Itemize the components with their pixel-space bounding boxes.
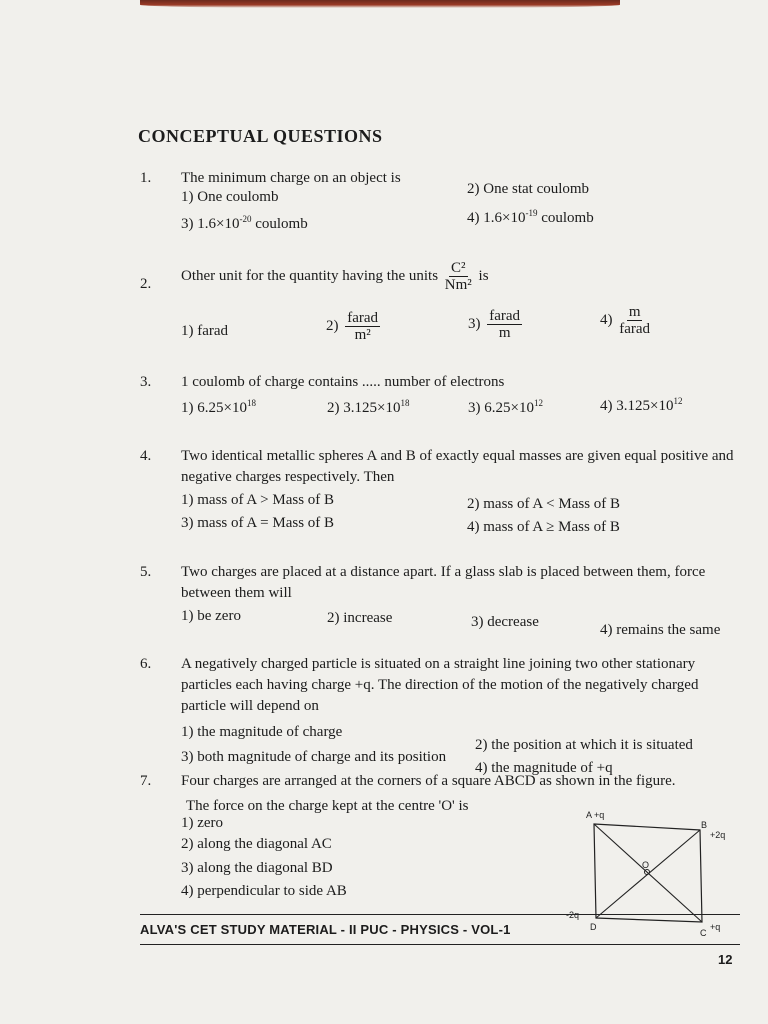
footer-divider (140, 944, 740, 945)
question-number: 2. (140, 276, 152, 292)
option: 2) One stat coulomb (467, 181, 590, 197)
option: 2) the position at which it is situated (475, 737, 693, 753)
question-number: 6. (140, 656, 152, 672)
question-text: Other unit for the quantity having the units $\frac{\text{C²}}{\text{Nm²}}$ is (181, 260, 489, 293)
question-text: Two identical metallic spheres A and B of exactly equal masses are given equal positive and negative charges respectively. Then (181, 448, 734, 485)
option: 4) $\frac{m}{\text{farad}}$ (600, 304, 651, 337)
diagonal-ac (594, 824, 702, 922)
label-o: O (642, 860, 650, 870)
question-number: 3. (140, 374, 152, 390)
question-text: Two charges are placed at a distance apart. If a glass slab is placed between them, force between them will (181, 564, 706, 601)
label-b: B (701, 820, 708, 830)
question-number: 1. (140, 170, 152, 186)
label-c-charge: +q (710, 922, 721, 932)
option: 4) $1.6\times 10^{-19}$ coulomb (467, 208, 594, 226)
question-number: 7. (140, 773, 152, 789)
label-b-charge: +2q (710, 830, 726, 840)
option: 2) along the diagonal AC (181, 836, 332, 852)
option: 1) farad (181, 323, 229, 339)
option: 4) remains the same (600, 622, 721, 638)
units-fraction: $\frac{\text{C²}}{\text{Nm²}}$ (444, 260, 472, 293)
question-text: The minimum charge on an object is (181, 170, 401, 186)
footer-divider (140, 914, 740, 915)
label-d: D (590, 922, 597, 932)
question-number: 4. (140, 448, 152, 464)
option: 2) $\frac{\text{farad}}{\text{m²}}$ (326, 310, 379, 343)
label-c: C (700, 928, 707, 938)
question-number: 5. (140, 564, 152, 580)
option: 3) along the diagonal BD (181, 860, 333, 876)
option: 3) $1.6\times 10^{-20}$ coulomb (181, 214, 308, 232)
option: 1) mass of A > Mass of B (181, 492, 335, 508)
label-d-charge: -2q (566, 910, 580, 920)
square-charges-figure (560, 808, 740, 940)
option: 1) be zero (181, 608, 241, 624)
option: 3) mass of A = Mass of B (181, 515, 335, 531)
option: 1) the magnitude of charge (181, 724, 343, 740)
option: 2) $3.125\times 10^{18}$ (327, 398, 410, 416)
option: 3) $6.25\times 10^{12}$ (468, 398, 543, 416)
option: 2) increase (327, 610, 393, 626)
option: 4) $3.125\times 10^{12}$ (600, 396, 683, 414)
option: 2) mass of A < Mass of B (467, 496, 621, 512)
option: 4) perpendicular to side AB (181, 883, 347, 899)
option: 1) One coulomb (181, 189, 279, 205)
option: 3) $\frac{\text{farad}}{m}$ (468, 308, 521, 341)
section-heading: CONCEPTUAL QUESTIONS (138, 126, 383, 146)
label-a: A +q (586, 810, 605, 820)
question-text-continued: The force on the charge kept at the centre 'O' is (186, 798, 469, 814)
option: 1) zero (181, 815, 224, 831)
footer-text: ALVA'S CET STUDY MATERIAL - II PUC - PHYSICS - VOL-1 (140, 922, 511, 937)
page-top-edge (140, 0, 620, 8)
option: 3) both magnitude of charge and its position (181, 749, 447, 765)
option: 4) the magnitude of +q (475, 760, 613, 776)
option: 4) mass of A ≥ Mass of B (467, 519, 620, 535)
question-text: A negatively charged particle is situated on a straight line joining two other stationary particles each having charge +q. The direction of the motion of the negatively charged particle will depend on (181, 656, 699, 714)
question-text: 1 coulomb of charge contains ..... number of electrons (181, 374, 505, 390)
question-text: Four charges are arranged at the corners of a square ABCD as shown in the figure. (181, 773, 676, 789)
page-number: 12 (718, 952, 733, 967)
option: 1) $6.25\times 10^{18}$ (181, 398, 256, 416)
option: 3) decrease (471, 614, 539, 630)
